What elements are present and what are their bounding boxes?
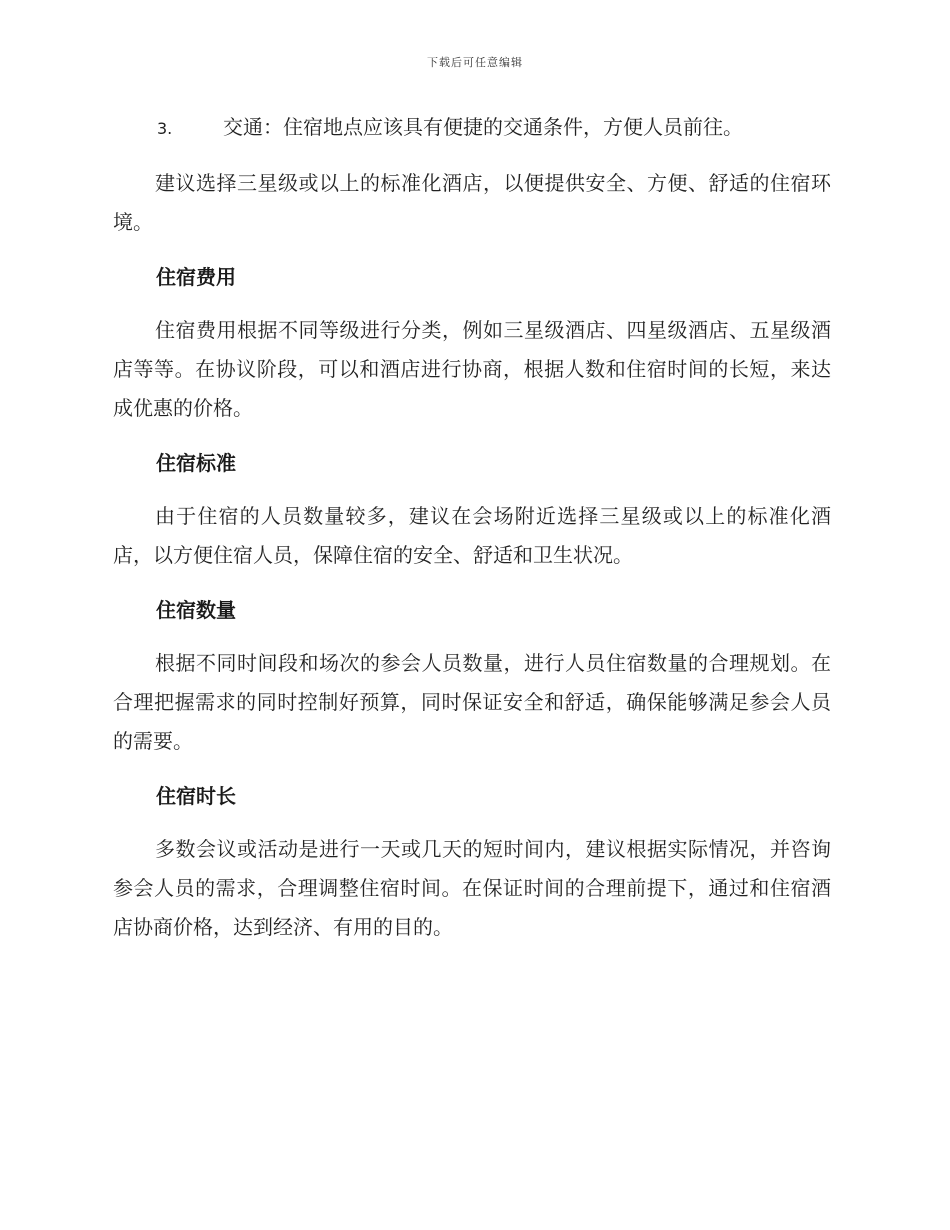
list-item-text: 交通：住宿地点应该具有便捷的交通条件，方便人员前往。 <box>223 115 743 139</box>
section-body-quantity: 根据不同时间段和场次的参会人员数量，进行人员住宿数量的合理规划。在合理把握需求的同时控制好预算，同时保证安全和舒适，确保能够满足参会人员的需要。 <box>113 651 831 753</box>
document-body <box>113 108 831 963</box>
section-heading-standard: 住宿标准 <box>156 451 236 475</box>
section-body-cost: 住宿费用根据不同等级进行分类，例如三星级酒店、四星级酒店、五星级酒店等等。在协议阶段，可以和酒店进行协商，根据人数和住宿时间的长短，来达成优惠的价格。 <box>113 318 831 420</box>
intro-paragraph: 建议选择三星级或以上的标准化酒店，以便提供安全、方便、舒适的住宿环境。 <box>113 171 831 234</box>
list-item-transport <box>113 108 831 148</box>
section-heading-duration: 住宿时长 <box>156 784 236 808</box>
section-heading-cost: 住宿费用 <box>156 265 236 289</box>
list-item-number: 3. <box>157 119 173 138</box>
section-body-duration: 多数会议或活动是进行一天或几天的短时间内，建议根据实际情况，并咨询参会人员的需求，合理调整住宿时间。在保证时间的合理前提下，通过和住宿酒店协商价格，达到经济、有用的目的。 <box>113 837 831 939</box>
section-body-standard: 由于住宿的人员数量较多，建议在会场附近选择三星级或以上的标准化酒店，以方便住宿人员，保障住宿的安全、舒适和卫生状况。 <box>113 504 831 567</box>
header-note: 下载后可任意编辑 <box>427 56 523 69</box>
section-heading-quantity: 住宿数量 <box>156 598 236 622</box>
